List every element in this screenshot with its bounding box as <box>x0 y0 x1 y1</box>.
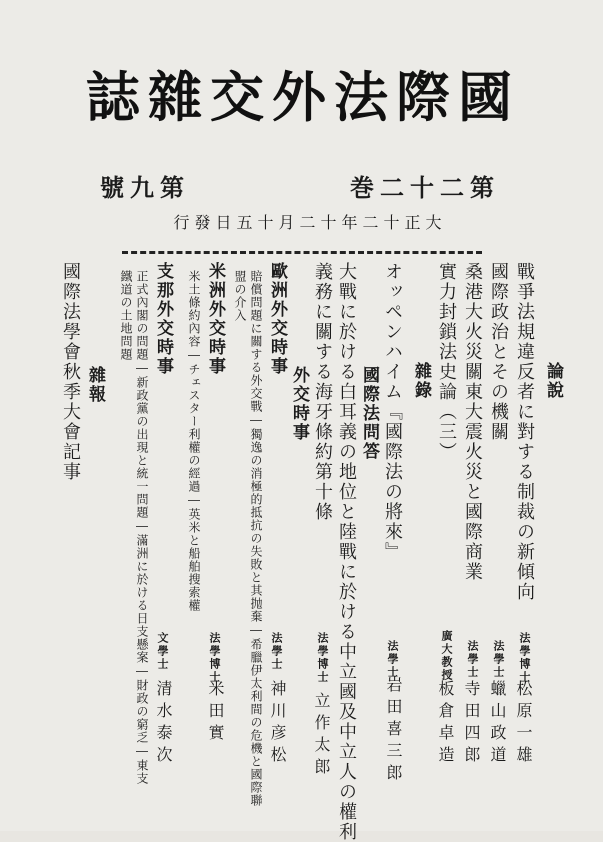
author-title: 法學博士 <box>208 632 221 684</box>
author-name: 松原一雄 <box>514 680 533 768</box>
author-name: 寺田四郎 <box>462 680 481 768</box>
author-name: 米田實 <box>206 680 225 746</box>
author-name: 板倉卓造 <box>436 680 455 768</box>
zappo-item: 國際法學會秋季大會記事 <box>60 262 81 482</box>
gaiko-subtitle: 米土條約內容―チェスター利權の經過―英米と船舶搜索權 <box>187 270 201 612</box>
section-zappo: 雜報 <box>85 366 105 404</box>
issue-line <box>100 170 500 200</box>
gaiko-subtitle: 盟の介入 <box>233 270 247 322</box>
author-name: 神川彦松 <box>268 680 287 768</box>
gaiko-subtitle: 正式內閣の問題―新政黨の出現と統一問題―滿洲に於ける日支懸案―財政の窮乏―東支 <box>135 270 149 785</box>
author-title: 法學士 <box>466 640 479 679</box>
gaiko-subtitle: 鐵道の土地問題 <box>119 270 133 361</box>
article-title: 實力封鎖法史論（三） <box>436 262 457 462</box>
article-title: 義務に關する海牙條約第十條 <box>312 262 333 522</box>
article-title: オッペンハイム『國際法の將來』 <box>382 262 403 562</box>
author-title: 文學士 <box>156 632 169 671</box>
publication-date: 大正十二年十二月十五日發行 <box>173 213 447 232</box>
issue-number: 第九號 <box>100 172 190 202</box>
section-ronsetsu: 論說 <box>543 362 563 400</box>
author-title: 廣大教授 <box>440 630 453 682</box>
author-name: 蠟山政道 <box>488 680 507 768</box>
gaiko-heading: 支那外交時事 <box>153 262 173 376</box>
author-title: 法學博士 <box>316 632 329 684</box>
author-title: 法學士 <box>270 632 283 671</box>
gaiko-subtitle: 賠償問題に關する外交戰―獨逸の消極的抵抗の失敗と其抛棄―希臘伊太利間の危機と國際聯 <box>249 270 263 807</box>
author-name: 清水泰次 <box>154 680 173 768</box>
journal-title: 國際法外交雜誌 <box>86 64 520 129</box>
divider <box>122 251 482 254</box>
author-name: 立作太郎 <box>312 692 331 780</box>
gaiko-heading: 歐洲外交時事 <box>267 262 287 376</box>
article-title: 桑港大火災關東大震火災と國際商業 <box>462 262 483 582</box>
article-title: 大戰に於ける白耳義の地位と陸戰に於ける中立國及中立人の權利 <box>336 262 357 842</box>
section-mondo: 國際法問答 <box>359 366 379 461</box>
author-title: 法學士 <box>386 640 399 679</box>
author-title: 法學博士 <box>518 632 531 684</box>
section-gaiko: 外交時事 <box>289 366 309 442</box>
author-title: 法學士 <box>492 640 505 679</box>
gaiko-heading: 米洲外交時事 <box>205 262 225 376</box>
article-title: 戰爭法規違反者に對する制裁の新傾向 <box>514 262 535 602</box>
volume-number: 第二十二巻 <box>350 172 500 202</box>
article-title: 國際政治とその機關 <box>488 262 509 442</box>
section-zatsuroku: 雜錄 <box>411 362 431 400</box>
author-name: 岩田喜三郎 <box>384 676 403 786</box>
